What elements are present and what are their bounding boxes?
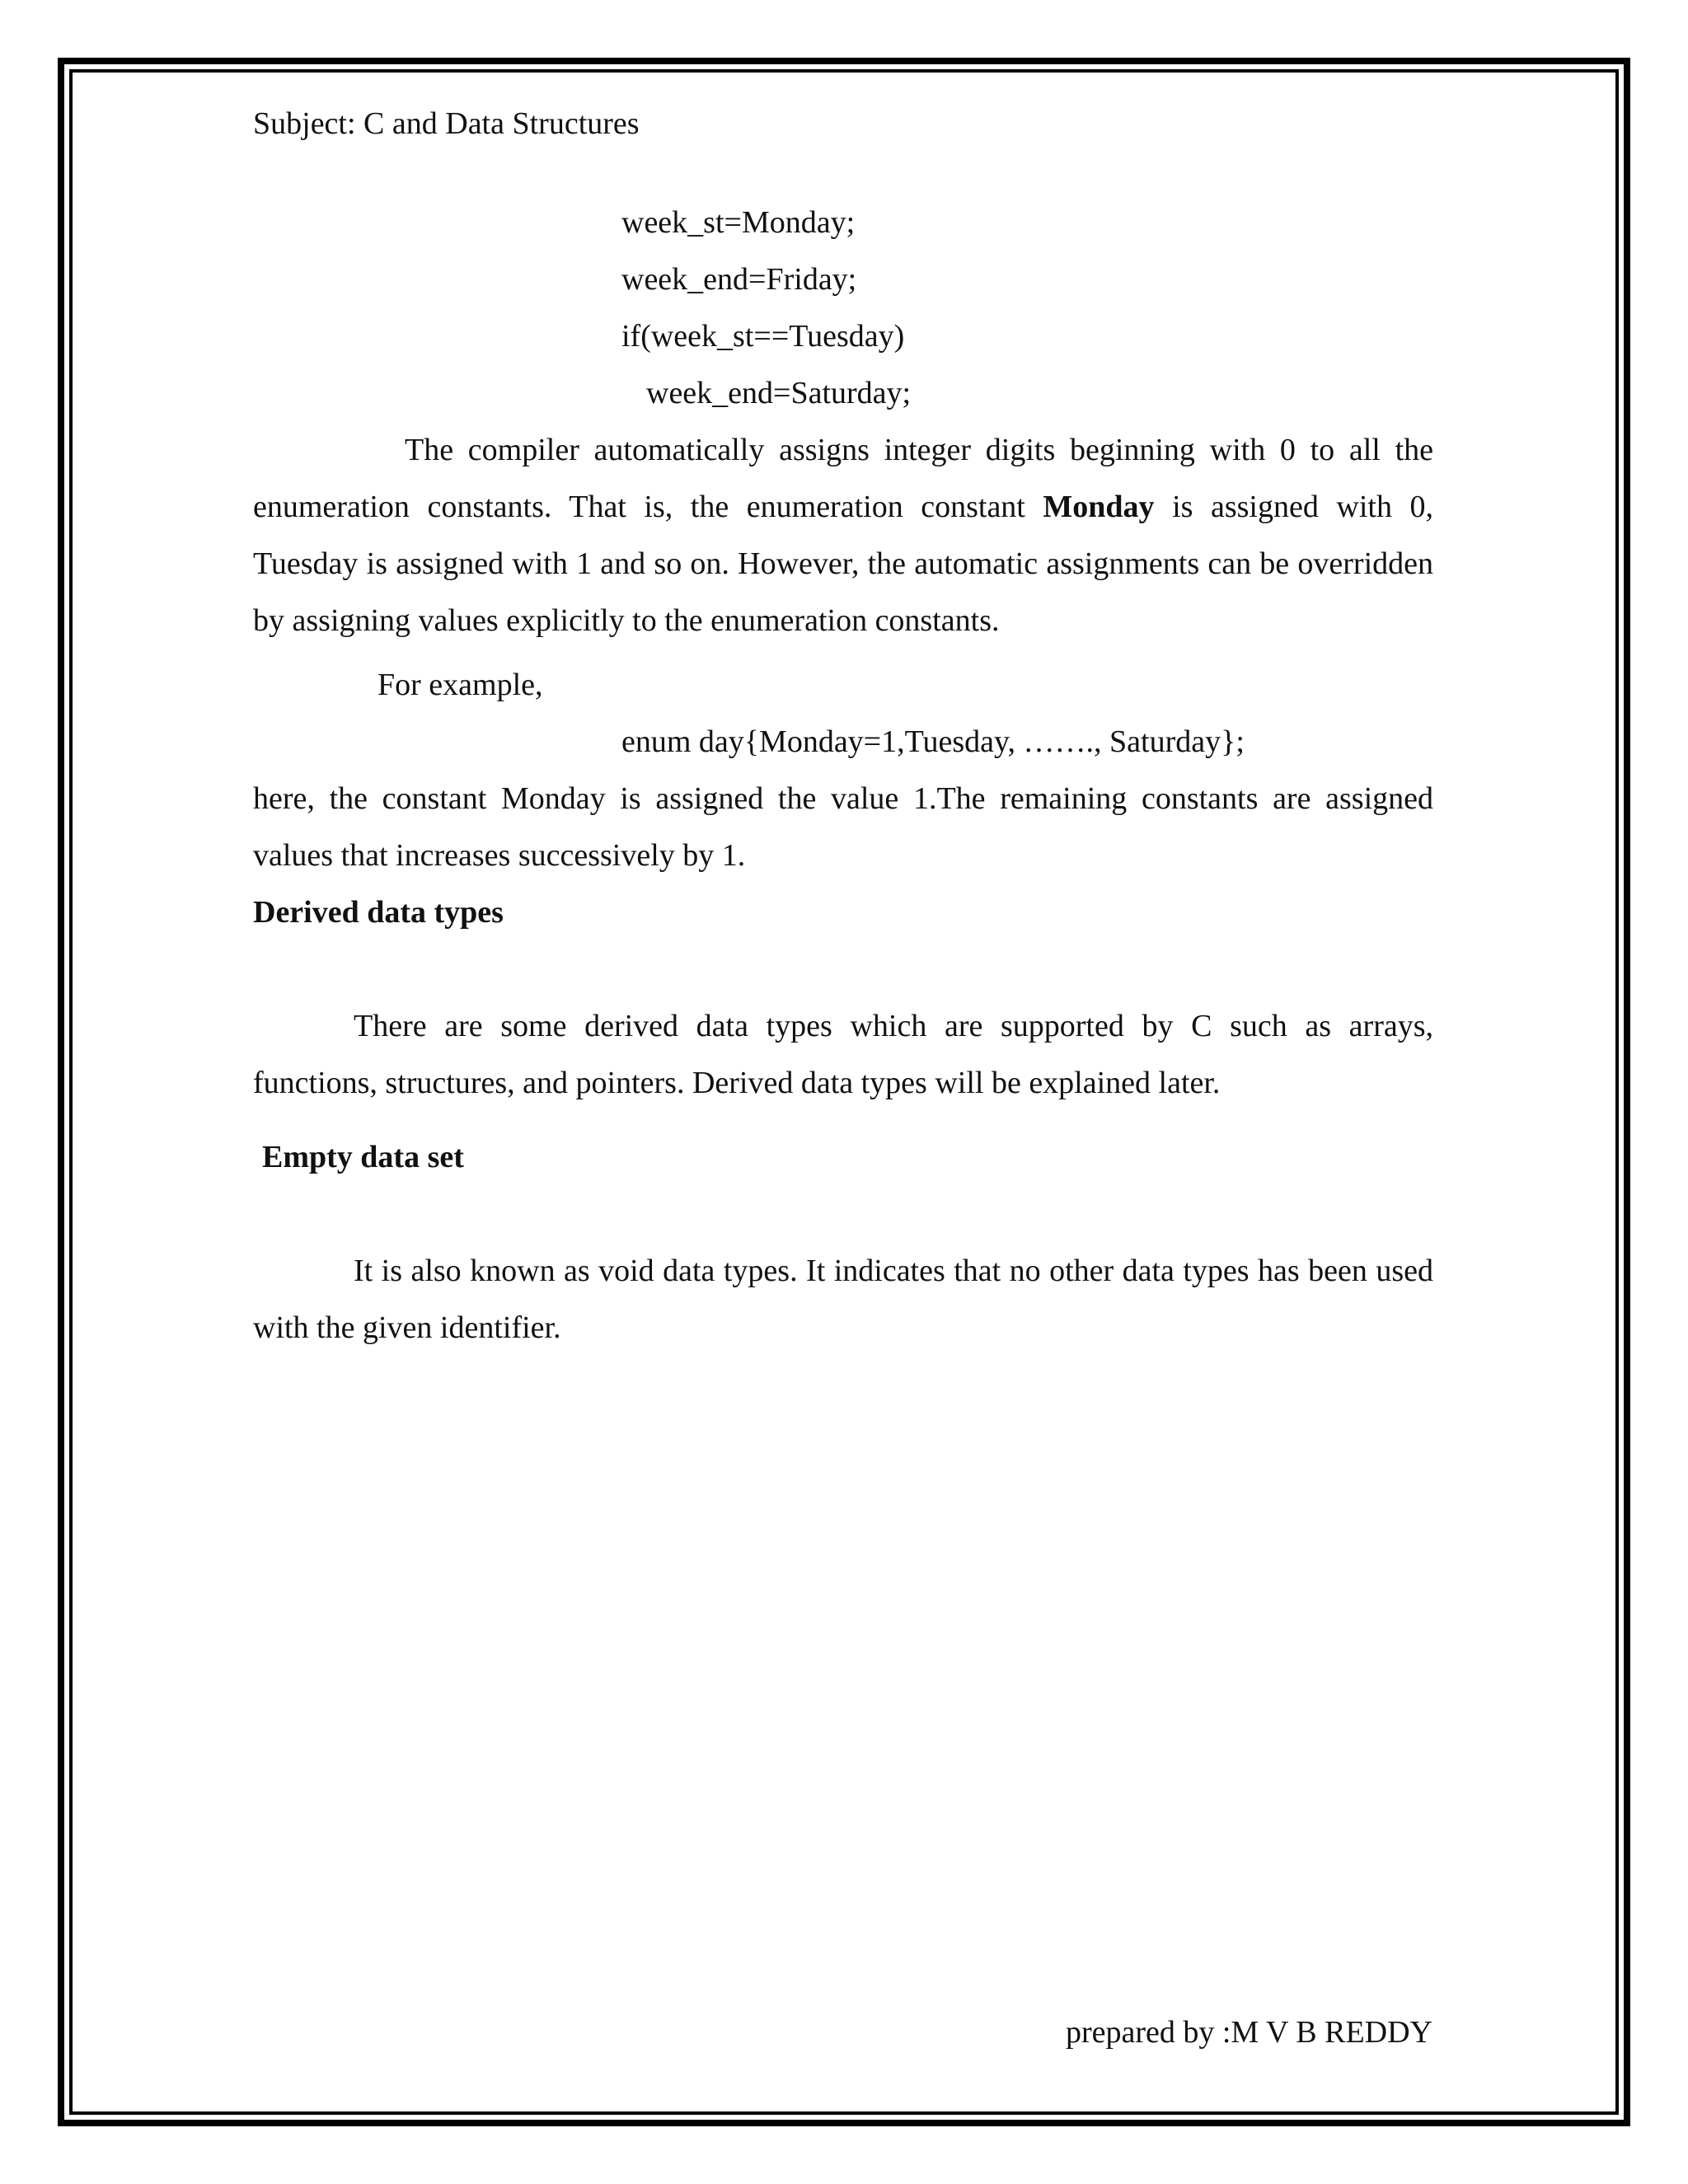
code-enum-example: enum day{Monday=1,Tuesday, ……., Saturday};	[621, 724, 1245, 759]
heading-derived-data-types: Derived data types	[253, 895, 504, 930]
paragraph-enum-values: here, the constant Monday is assigned the value 1.The remaining constants are assigned values that increases successively by 1.	[253, 781, 1433, 873]
paragraph-text: The compiler automatically assigns integer digits beginning with 0 to all the enumeration constants. That is, the enumeration constant	[253, 433, 1433, 524]
code-line: week_end=Saturday;	[646, 376, 912, 410]
code-line: week_end=Friday;	[621, 262, 857, 297]
code-line: week_st=Monday;	[621, 205, 856, 240]
paragraph-enum-assignment	[253, 422, 1433, 649]
prepared-by-footer: prepared by :M V B REDDY	[1065, 2015, 1432, 2050]
code-line: if(week_st==Tuesday)	[621, 319, 905, 354]
example-intro: For example,	[377, 668, 543, 702]
paragraph-empty-data-set: It is also known as void data types. It indicates that no other data types has been used with the given identifier.	[253, 1254, 1433, 1345]
bold-term-monday: Monday	[1043, 490, 1155, 524]
heading-empty-data-set: Empty data set	[262, 1140, 464, 1174]
paragraph-text: is assigned with 0, Tuesday is assigned with 1 and so on. However, the automatic assignments can be overridden by assigning values explicitly to the enumeration constants.	[253, 490, 1433, 638]
paragraph-derived-data-types: There are some derived data types which are supported by C such as arrays, functions, structures, and pointers. Derived data types will be explained later.	[253, 1009, 1433, 1100]
subject-header: Subject: C and Data Structures	[253, 106, 640, 141]
